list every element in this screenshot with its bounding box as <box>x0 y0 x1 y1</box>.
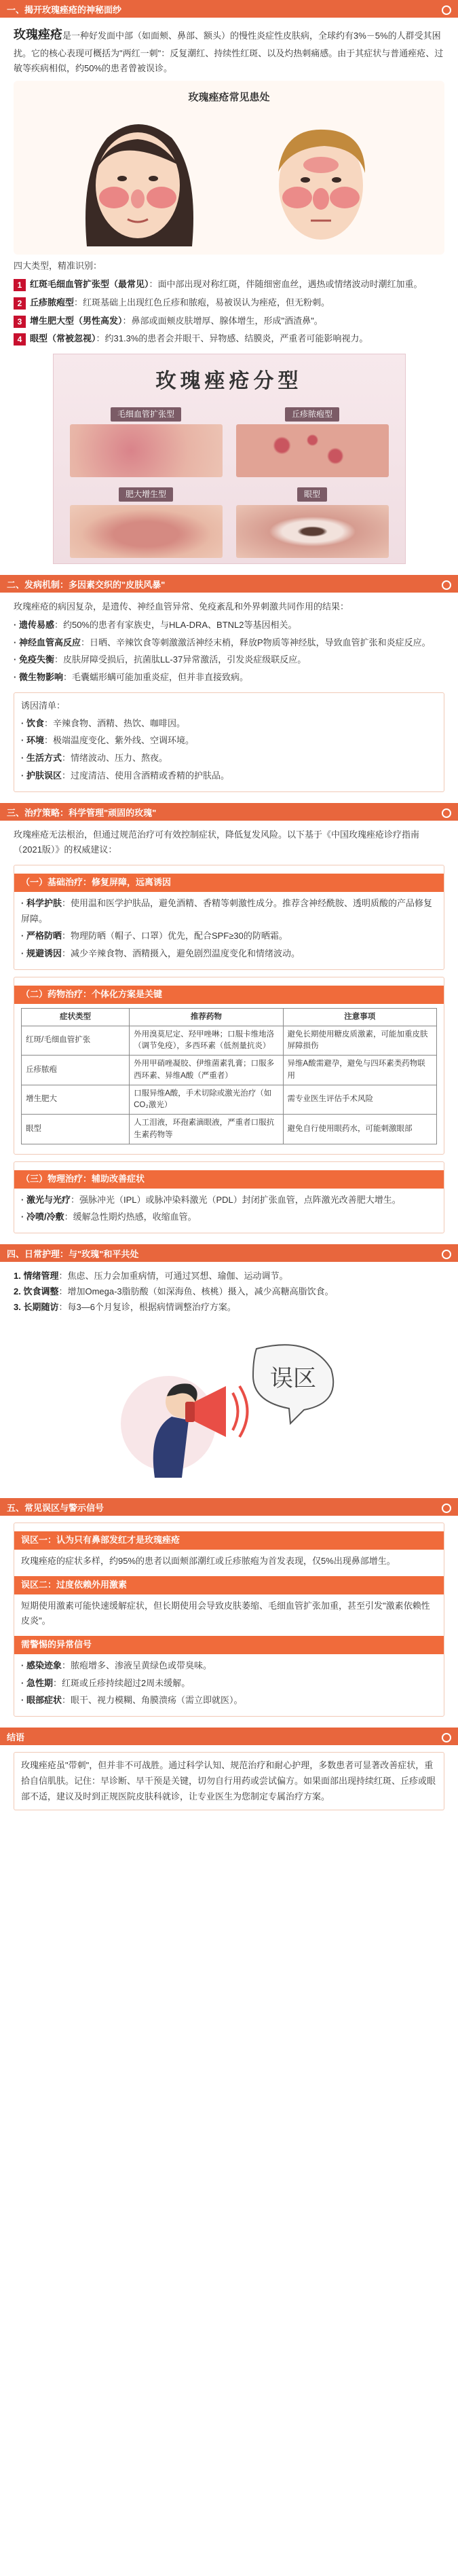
warning-sign-value: ：红斑或丘疹持续超过2周未缓解。 <box>52 1677 191 1688</box>
trigger-value: ：过度清洁、使用含酒精或香精的护肤品。 <box>61 770 229 781</box>
table-cell: 需专业医生评估手术风险 <box>283 1085 436 1115</box>
section-4-header: 四、日常护理：与"玫瑰"和平共处 <box>0 1244 458 1262</box>
trigger-list <box>21 716 437 784</box>
basic-treatment-value: ：使用温和医学护肤品，避免酒精、香精等刺激性成分。推荐含神经酰胺、透明质酸的产品修复屏障。 <box>21 897 432 924</box>
warning-sign-key: 感染迹象 <box>26 1660 62 1670</box>
trigger-key: 环境 <box>26 735 44 746</box>
megaphone-graphic <box>107 1322 351 1491</box>
type-number: 4 <box>14 333 26 346</box>
drug-table <box>21 1008 437 1144</box>
trigger-key: 生活方式 <box>26 753 62 763</box>
conclusion-card <box>14 1752 444 1810</box>
face-illustration-title: 玫瑰痤疮常见患处 <box>188 92 270 103</box>
table-cell: 外用溴莫尼定、羟甲唑啉；口服卡维地洛（调节免疫），多西环素（低剂量抗炎） <box>130 1026 283 1056</box>
table-row <box>22 1056 437 1085</box>
type-item <box>14 277 444 293</box>
trigger-value: ：极端温度变化、紫外线、空调环境。 <box>43 735 194 746</box>
warning-signs-title: 需警惕的异常信号 <box>14 1636 444 1654</box>
types-image-card <box>53 354 406 564</box>
physical-treatment-list <box>21 1193 437 1226</box>
myth-1-text: 玫瑰痤疮的症状多样，约95%的患者以面颊部潮红或丘疹脓疱为首发表现，仅5%出现鼻部增生。 <box>21 1556 396 1566</box>
type-image-cell <box>70 407 223 478</box>
table-cell: 异维A酸需避孕，避免与四环素类药物联用 <box>283 1056 436 1085</box>
mechanism-value: ：皮肤屏障受损后，抗菌肽LL-37异常激活，引发炎症级联反应。 <box>54 654 307 665</box>
daily-care-list <box>14 1269 444 1315</box>
trigger-item <box>21 768 437 784</box>
trigger-value: ：情绪波动、压力、熬夜。 <box>61 753 168 763</box>
section-5-header: 五、常见误区与警示信号 <box>0 1498 458 1516</box>
basic-treatment-item <box>21 946 437 962</box>
daily-care-key: 1. 情绪管理 <box>14 1271 59 1281</box>
warning-sign-item <box>21 1693 437 1709</box>
table-row <box>22 1115 437 1144</box>
megaphone-illustration <box>9 1322 449 1491</box>
type-name: 红斑毛细血管扩张型（最常见） <box>30 279 149 289</box>
warning-signs-list <box>21 1658 437 1709</box>
trigger-card <box>14 692 444 792</box>
type-number: 3 <box>14 316 26 328</box>
basic-treatment-item <box>21 896 437 927</box>
mechanism-key: 神经血管高反应 <box>18 637 81 648</box>
intro-title: 玫瑰痤疮 <box>14 28 62 41</box>
face-illustration <box>14 81 444 255</box>
physical-treatment-card <box>14 1161 444 1233</box>
conclusion-text: 玫瑰痤疮虽"带刺"，但并非不可战胜。通过科学认知、规范治疗和耐心护理，多数患者可显著改善症状，重拾自信肌肤。记住：早诊断、早干预是关键，切勿自行用药或尝试偏方。如果面部出现持续红斑、丘疹或眼部不适，建议及时到正规医院皮肤科就诊，让专业医生为您制定专属治疗方案。 <box>21 1760 436 1802</box>
mechanism-key: 微生物影响 <box>18 672 63 682</box>
physical-treatment-item <box>21 1210 437 1225</box>
type-desc: ：面中部出现对称红斑，伴随细密血丝，遇热或情绪波动时潮红加重。 <box>149 279 423 289</box>
trigger-item <box>21 751 437 766</box>
mechanism-value: ：毛囊蠕形螨可能加重炎症，但并非直接致病。 <box>62 672 248 682</box>
type-number: 1 <box>14 279 26 291</box>
warning-sign-key: 急性期 <box>26 1677 53 1688</box>
physical-treatment-key: 冷喷/冷敷 <box>26 1212 64 1222</box>
intro-paragraph <box>14 24 444 77</box>
type-item <box>14 295 444 311</box>
mechanism-key: 免疫失衡 <box>18 654 54 665</box>
type-image-label: 肥大增生型 <box>119 487 173 502</box>
type-image-label: 丘疹脓疱型 <box>285 407 339 422</box>
daily-care-value: ：增加Omega-3脂肪酸（如深海鱼、核桃）摄入，减少高糖高脂饮食。 <box>58 1286 334 1296</box>
myth-2-title: 误区二：过度依赖外用激素 <box>14 1576 444 1594</box>
drug-treatment-title: （二）药物治疗：个体化方案是关键 <box>14 986 444 1004</box>
trigger-item <box>21 733 437 749</box>
trigger-title: 诱因清单： <box>21 700 66 711</box>
section-3-header: 三、治疗策略：科学管理"顽固的玫瑰" <box>0 803 458 821</box>
myth-2-text: 短期使用激素可能快速缓解症状，但长期使用会导致皮肤萎缩、毛细血管扩张加重，甚至引发"激素依赖性皮炎"。 <box>21 1600 430 1626</box>
basic-treatment-key: 严格防晒 <box>26 931 62 941</box>
table-cell: 增生肥大 <box>22 1085 130 1115</box>
physical-treatment-value: ：缓解急性期灼热感，收缩血管。 <box>64 1212 197 1222</box>
physical-treatment-item <box>21 1193 437 1208</box>
basic-treatment-item <box>21 929 437 944</box>
basic-treatment-value: ：减少辛辣食物、酒精摄入，避免剧烈温度变化和情绪波动。 <box>61 948 300 958</box>
daily-care-item <box>14 1300 444 1315</box>
warning-sign-value: ：眼干、视力模糊、角膜溃疡（需立即就医）。 <box>61 1695 243 1706</box>
daily-care-value: ：焦虑、压力会加重病情，可通过冥想、瑜伽、运动调节。 <box>58 1271 288 1281</box>
type-image-label: 眼型 <box>297 487 327 502</box>
type-item <box>14 331 444 347</box>
daily-care-key: 3. 长期随访 <box>14 1301 59 1312</box>
section-1-header: 一、揭开玫瑰痤疮的神秘面纱 <box>0 0 458 18</box>
basic-treatment-card <box>14 865 444 970</box>
mechanism-value: ：约50%的患者有家族史，与HLA-DRA、BTNL2等基因相关。 <box>54 619 297 630</box>
table-cell: 红斑/毛细血管扩张 <box>22 1026 130 1056</box>
trigger-key: 饮食 <box>26 717 44 728</box>
basic-treatment-key: 规避诱因 <box>26 948 62 958</box>
trigger-key: 护肤误区 <box>26 770 62 781</box>
basic-treatment-title: （一）基础治疗：修复屏障，远离诱因 <box>14 874 444 892</box>
type-name: 眼型（常被忽视） <box>30 333 96 344</box>
basic-treatment-list <box>21 896 437 962</box>
ocular-eye-photo <box>236 505 389 558</box>
type-name: 丘疹脓疱型 <box>30 297 75 307</box>
type-item <box>14 314 444 329</box>
table-header-row <box>22 1008 437 1026</box>
type-number: 2 <box>14 297 26 310</box>
female-face-illustration <box>60 111 216 246</box>
warning-sign-value: ：脓疱增多、渗液呈黄绿色或带臭味。 <box>61 1660 212 1670</box>
mechanism-item <box>14 635 444 651</box>
daily-care-item <box>14 1284 444 1300</box>
mechanism-list <box>14 618 444 686</box>
basic-treatment-value: ：物理防晒（帽子、口罩）优先，配合SPF≥30的防晒霜。 <box>61 931 288 941</box>
table-cell: 外用甲硝唑凝胶、伊维菌素乳膏；口服多西环素、异维A酸（严重者） <box>130 1056 283 1085</box>
type-desc: ：红斑基础上出现红色丘疹和脓疱，易被误认为痤疮，但无粉刺。 <box>74 297 330 307</box>
table-row <box>22 1026 437 1056</box>
drug-treatment-card <box>14 977 444 1155</box>
daily-care-value: ：每3—6个月复诊，根据病情调整治疗方案。 <box>58 1301 236 1312</box>
table-row <box>22 1085 437 1115</box>
mechanism-item <box>14 618 444 633</box>
daily-care-item <box>14 1269 444 1284</box>
section-2-header: 二、发病机制：多因素交织的"皮肤风暴" <box>0 575 458 593</box>
physical-treatment-value: ：强脉冲光（IPL）或脉冲染料激光（PDL）封闭扩张血管，点阵激光改善肥大增生。 <box>70 1194 401 1205</box>
type-image-cell <box>236 407 389 478</box>
male-face-illustration <box>243 111 399 246</box>
table-cell: 口服异维A酸，手术切除或激光治疗（如CO₂激光） <box>130 1085 283 1115</box>
table-cell: 避免长期使用糖皮质激素，可能加重皮肤屏障损伤 <box>283 1026 436 1056</box>
warning-sign-key: 眼部症状 <box>26 1695 62 1706</box>
myth-bubble-text: 误区 <box>269 1365 316 1393</box>
intro-text: 是一种好发面中部（如面颊、鼻部、额头）的慢性炎症性皮肤病，全球约有3%－5%的人群受其困扰。它的核心表现可概括为"两红一刺"：反复潮红、持续性红斑、以及灼热刺痛感。由于其症状与普通痤疮、过敏等疾病相似，约50%的患者曾被误诊。 <box>14 31 444 74</box>
phymatous-nose-photo <box>70 505 223 558</box>
physical-treatment-key: 激光与光疗 <box>26 1194 71 1205</box>
types-image-title: 玫瑰痤疮分型 <box>155 370 303 392</box>
mechanism-item <box>14 652 444 668</box>
myth-1-title: 误区一：认为只有鼻部发红才是玫瑰痤疮 <box>14 1531 444 1550</box>
trigger-value: ：辛辣食物、酒精、热饮、咖啡因。 <box>43 717 185 728</box>
type-image-cell <box>236 487 389 558</box>
type-desc: ：鼻部或面颊皮肤增厚、腺体增生，形成"酒渣鼻"。 <box>122 315 323 326</box>
table-header: 注意事项 <box>283 1008 436 1026</box>
types-intro: 四大类型，精准识别： <box>14 261 102 272</box>
warning-sign-item <box>21 1658 437 1674</box>
mechanism-key: 遗传易感 <box>18 619 54 630</box>
table-cell: 丘疹脓疱 <box>22 1056 130 1085</box>
type-image-label: 毛细血管扩张型 <box>111 407 181 422</box>
types-list <box>14 277 444 347</box>
table-cell: 人工泪液，环孢素滴眼液，严重者口服抗生素药物等 <box>130 1115 283 1144</box>
table-header: 推荐药物 <box>130 1008 283 1026</box>
treatment-intro: 玫瑰痤疮无法根治，但通过规范治疗可有效控制症状，降低复发风险。以下基于《中国玫瑰痤疮诊疗指南（2021版）》的权威建议： <box>14 829 420 855</box>
table-cell: 避免自行使用眼药水，可能刺激眼部 <box>283 1115 436 1144</box>
telangiectasia-skin-photo <box>70 424 223 477</box>
papulopustular-skin-photo <box>236 424 389 477</box>
section-6-header: 结语 <box>0 1728 458 1745</box>
mechanism-intro: 玫瑰痤疮的病因复杂，是遗传、神经血管异常、免疫紊乱和外界刺激共同作用的结果： <box>14 601 349 612</box>
warning-sign-item <box>21 1676 437 1692</box>
type-name: 增生肥大型（男性高发） <box>30 315 123 326</box>
type-desc: ：约31.3%的患者会并眼干、异物感、结膜炎，严重者可能影响视力。 <box>96 333 368 344</box>
daily-care-key: 2. 饮食调整 <box>14 1286 59 1296</box>
type-image-cell <box>70 487 223 558</box>
table-header: 症状类型 <box>22 1008 130 1026</box>
trigger-item <box>21 716 437 732</box>
physical-treatment-title: （三）物理治疗：辅助改善症状 <box>14 1170 444 1189</box>
basic-treatment-key: 科学护肤 <box>26 897 62 908</box>
mechanism-item <box>14 670 444 686</box>
mechanism-value: ：日晒、辛辣饮食等刺激激活神经末梢，释放P物质等神经肽，导致血管扩张和炎症反应。 <box>80 637 431 648</box>
myths-card <box>14 1523 444 1717</box>
table-cell: 眼型 <box>22 1115 130 1144</box>
